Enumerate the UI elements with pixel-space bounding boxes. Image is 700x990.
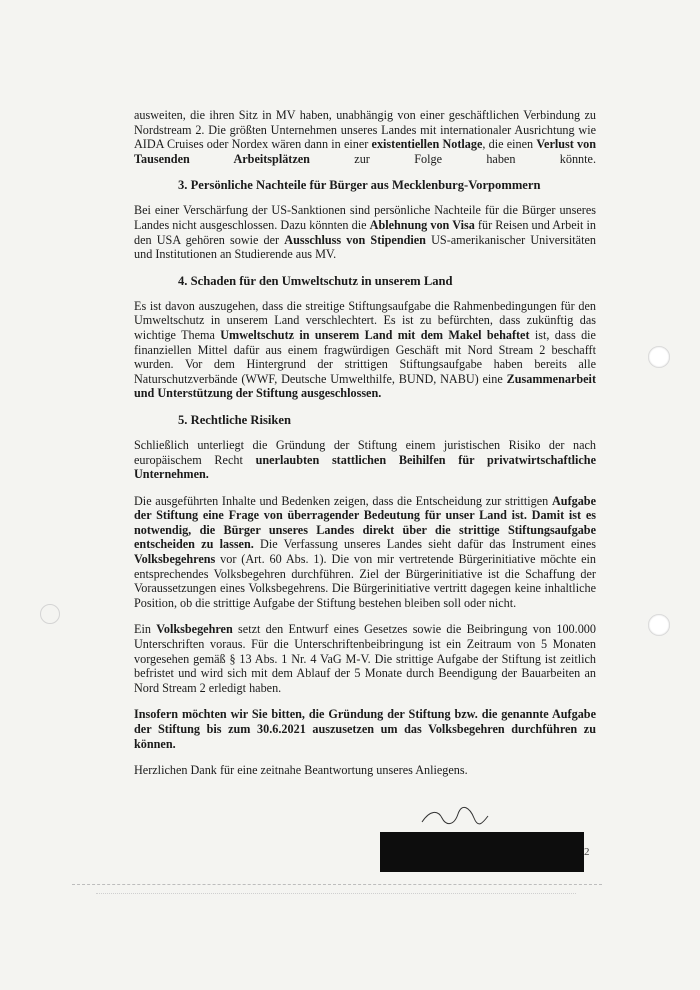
page-number: 2 [584, 846, 590, 858]
redacted-signature-block [380, 832, 584, 872]
heading-environmental-damage: 4. Schaden für den Umweltschutz in unserem Land [178, 273, 453, 288]
heading-personal-disadvantages: 3. Persönliche Nachteile für Bürger aus Mecklenburg-Vorpommern [178, 178, 541, 193]
footer-rule-faint [96, 893, 576, 894]
punch-hole-top [648, 346, 670, 368]
paragraph-thanks: Herzlichen Dank für eine zeitnahe Beantwortung unseres Anliegens. [134, 763, 468, 778]
footer-rule [72, 884, 602, 885]
paragraph-referendum-requirements: Ein Volksbegehren setzt den Entwurf eines Gesetzes sowie die Beibringung von 100.000 Unterschriften voraus. Für die Unterschriftenbeibringung ist ein Zeitraum von 5 Monaten vorgesehen gemäß § 13 Abs. 1 Nr. 4 VaG M-V. Die strittige Aufgabe der Stiftung ist zeitlich befristet und wird sich mit dem Ablauf der 5 Monate durch Beendigung der Bauarbeiten an Nord Stream 2 erledigt haben. [134, 622, 596, 695]
punch-hole-bottom [648, 614, 670, 636]
paragraph-personal-disadvantages: Bei einer Verschärfung der US-Sanktionen sind persönliche Nachteile für die Bürger unseres Landes nicht ausgeschlossen. Dazu könnten die Ablehnung von Visa für Reisen und Arbeit in den USA gehören sowie der Ausschluss von Stipendien US-amerikanischer Universitäten und Institutionen an Studierende aus MV. [134, 203, 596, 262]
signature-scribble [420, 806, 490, 828]
heading-legal-risks: 5. Rechtliche Risiken [178, 412, 291, 427]
paragraph-economic-impact: ausweiten, die ihren Sitz in MV haben, unabhängig von einer geschäftlichen Verbindung zu Nordstream 2. Die größten Unternehmen unseres Landes mit internationaler Ausrichtung wie AIDA Cruises oder Nordex wären dann in einer existentiellen Notlage, die einen Verlust von Tausenden Arbeitsplätzen zur Folge haben könnte. [134, 108, 597, 166]
punch-hole-shadow [40, 604, 60, 624]
paragraph-environmental-damage: Es ist davon auszugehen, dass die streitige Stiftungsaufgabe die Rahmenbedingungen für den Umweltschutz in unserem Land verschlechtert. Es ist zu befürchten, dass zukünftig das wichtige Thema Umweltschutz in unserem Land mit dem Makel behaftet ist, dass die finanziellen Mittel dafür aus einem fragwürdigen Geschäft mit Nord Stream 2 beschafft wurden. Vor dem Hintergrund der strittigen Stiftungsaufgabe haben bereits alle Naturschutzverbände (WWF, Deutsche Umwelthilfe, BUND, NABU) eine Zusammenarbeit und Unterstützung der Stiftung ausgeschlossen. [134, 298, 596, 401]
paragraph-request: Insofern möchten wir Sie bitten, die Gründung der Stiftung bzw. die genannte Aufgabe der Stiftung bis zum 30.6.2021 auszusetzen um das Volksbegehren durchführen zu können. [134, 707, 596, 751]
letter-body [134, 108, 596, 778]
paragraph-conclusion: Die ausgeführten Inhalte und Bedenken zeigen, dass die Entscheidung zur strittigen Aufgabe der Stiftung eine Frage von überragender Bedeutung für unser Land ist. Damit ist es notwendig, die Bürger unseres Landes direkt über die strittige Stiftungsaufgabe entscheiden zu lassen. Die Verfassung unseres Landes sieht dafür das Instrument eines Volksbegehrens vor (Art. 60 Abs. 1). Die von mir vertretende Bürgerinitiative möchte ein entsprechendes Volksbegehren durchführen. Ziel der Bürgerinitiative ist die Schaffung der Voraussetzungen eines Volksbegehrens. Die Bürgerinitiative vertritt dagegen keine inhaltliche Position, ob die strittige Aufgabe der Stiftung bestehen bleiben soll oder nicht. [134, 493, 596, 610]
paragraph-legal-risks: Schließlich unterliegt die Gründung der Stiftung einem juristischen Risiko der nach europäischem Recht unerlaubten stattlichen Beihilfen für privatwirtschaftliche Unternehmen. [134, 437, 596, 482]
